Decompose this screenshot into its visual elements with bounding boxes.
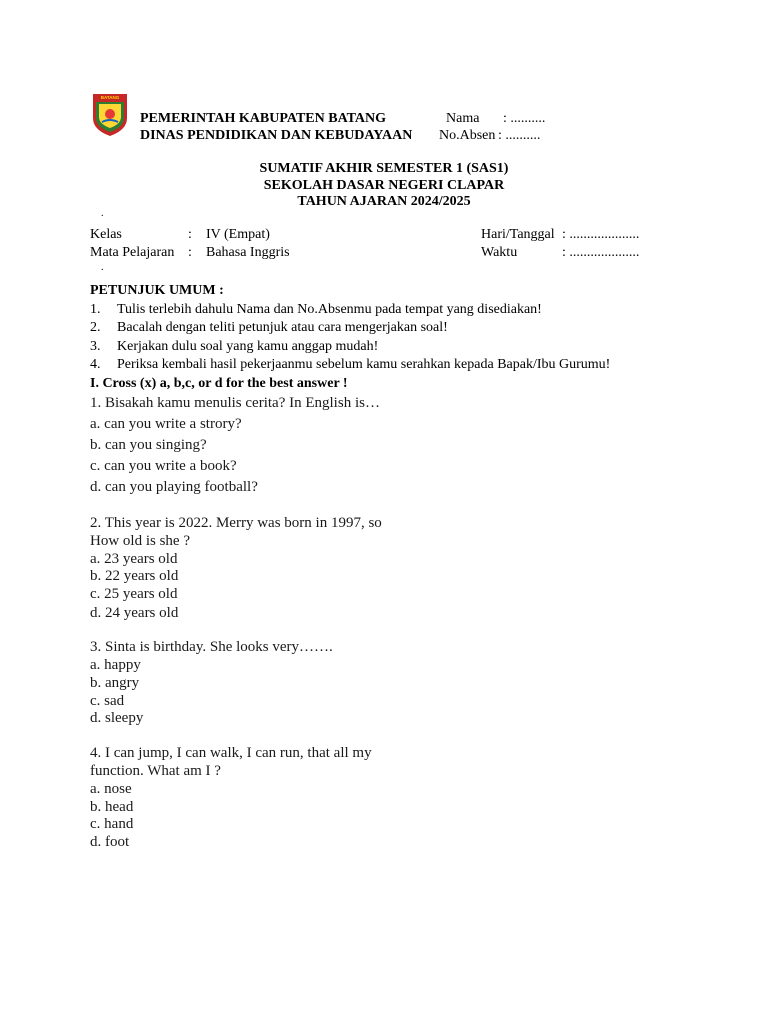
school-name: SEKOLAH DASAR NEGERI CLAPAR xyxy=(263,178,505,193)
absen-field: : .......... xyxy=(498,128,541,143)
exam-title: SUMATIF AKHIR SEMESTER 1 (SAS1) xyxy=(259,161,509,176)
option-c[interactable]: c. sad xyxy=(90,693,125,709)
instruction-num: 1. xyxy=(90,302,101,317)
waktu-field: : .................... xyxy=(562,245,640,260)
instruction-text: Periksa kembali hasil pekerjaanmu sebelum kamu serahkan kepada Bapak/Ibu Gurumu! xyxy=(117,357,611,372)
question-2-cont: How old is she ? xyxy=(90,533,190,549)
option-b[interactable]: b. head xyxy=(90,799,134,815)
kelas-label: Kelas xyxy=(90,227,122,242)
dot-marker: . xyxy=(101,262,104,273)
option-b[interactable]: b. can you singing? xyxy=(90,437,207,453)
instructions-heading: PETUNJUK UMUM : xyxy=(90,283,224,298)
option-b[interactable]: b. angry xyxy=(90,675,140,691)
option-d[interactable]: d. foot xyxy=(90,834,130,850)
option-c[interactable]: c. hand xyxy=(90,816,134,832)
question-3: 3. Sinta is birthday. She looks very……. xyxy=(90,639,333,655)
instruction-text: Kerjakan dulu soal yang kamu anggap mudah! xyxy=(117,339,379,354)
batang-logo xyxy=(91,94,129,141)
dept-title: DINAS PENDIDIKAN DAN KEBUDAYAAN xyxy=(140,128,413,143)
dot-marker: . xyxy=(101,208,104,219)
absen-label: No.Absen xyxy=(439,128,496,143)
question-1: 1. Bisakah kamu menulis cerita? In English is… xyxy=(90,395,380,411)
option-b[interactable]: b. 22 years old xyxy=(90,568,179,584)
option-a[interactable]: a. can you write a strory? xyxy=(90,416,242,432)
mapel-value: Bahasa Inggris xyxy=(206,245,290,260)
kelas-value: IV (Empat) xyxy=(206,227,270,242)
option-c[interactable]: c. can you write a book? xyxy=(90,458,237,474)
question-2: 2. This year is 2022. Merry was born in 1997, so xyxy=(90,515,382,531)
hari-field: : .................... xyxy=(562,227,640,242)
instruction-num: 4. xyxy=(90,357,101,372)
option-d[interactable]: d. can you playing football? xyxy=(90,479,258,495)
instruction-text: Tulis terlebih dahulu Nama dan No.Absenmu pada tempat yang disediakan! xyxy=(117,302,542,317)
instruction-text: Bacalah dengan teliti petunjuk atau cara mengerjakan soal! xyxy=(117,320,448,335)
option-c[interactable]: c. 25 years old xyxy=(90,586,178,602)
option-a[interactable]: a. nose xyxy=(90,781,132,797)
mapel-label: Mata Pelajaran xyxy=(90,245,175,260)
nama-field: : .......... xyxy=(503,111,546,126)
logo-text: BATANG xyxy=(100,95,120,100)
option-d[interactable]: d. sleepy xyxy=(90,710,144,726)
hari-label: Hari/Tanggal xyxy=(481,227,555,242)
nama-label: Nama xyxy=(446,111,480,126)
question-4: 4. I can jump, I can walk, I can run, that all my xyxy=(90,745,372,761)
option-a[interactable]: a. 23 years old xyxy=(90,551,178,567)
option-d[interactable]: d. 24 years old xyxy=(90,605,179,621)
gov-title: PEMERINTAH KABUPATEN BATANG xyxy=(140,111,387,126)
section-heading: I. Cross (x) a, b,c, or d for the best answer ! xyxy=(90,376,348,391)
kelas-colon: : xyxy=(188,227,192,242)
question-4-cont: function. What am I ? xyxy=(90,763,221,779)
instruction-num: 3. xyxy=(90,339,101,354)
academic-year: TAHUN AJARAN 2024/2025 xyxy=(297,194,471,209)
mapel-colon: : xyxy=(188,245,192,260)
option-a[interactable]: a. happy xyxy=(90,657,141,673)
instruction-num: 2. xyxy=(90,320,101,335)
waktu-label: Waktu xyxy=(481,245,518,260)
